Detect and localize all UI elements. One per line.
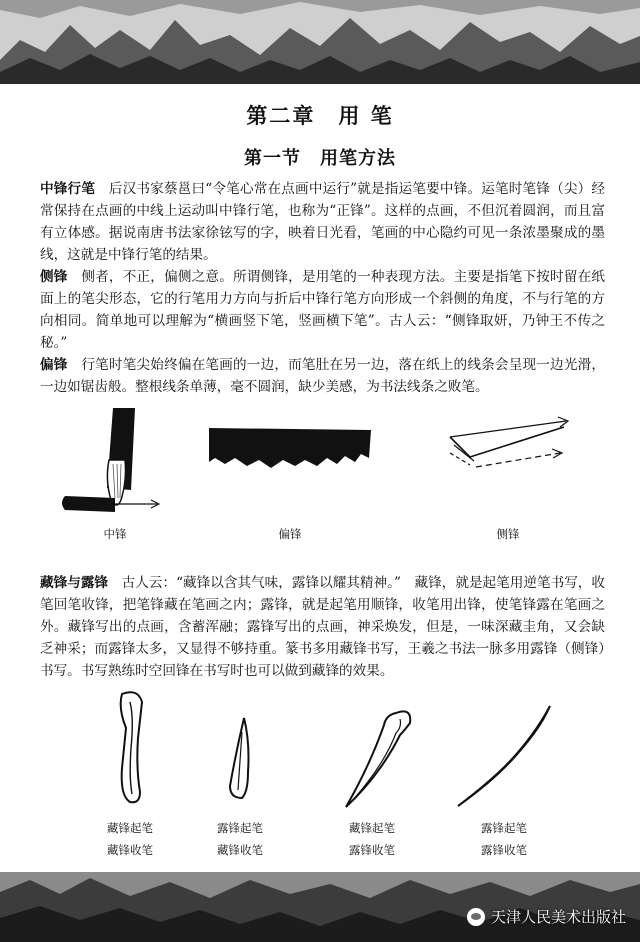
stroke-cangqi-cangshou <box>108 688 158 818</box>
paragraph-zhongfeng <box>40 178 605 266</box>
publisher-watermark <box>467 906 626 927</box>
paragraph-pianfeng <box>40 354 605 398</box>
stroke-louqi-cangshou <box>218 712 258 812</box>
stroke-cangqi-loushou <box>340 705 420 815</box>
caption-stroke3-start: 藏锋起笔 <box>349 821 395 835</box>
text-cangfeng-loufeng: 古人云：“藏锋以含其气味，露锋以耀其精神。” 藏锋，就是起笔用逆笔书写，收笔回笔收锋，把笔锋藏在笔画之内；露锋，就是起笔用顺锋，收笔用出锋，使笔锋露在笔画之外。藏锋写出的点画，含蓄浑融；露锋写出的点画，神采焕发，但是，一味深藏圭角，又会缺乏神采；而露锋太多，又显得不够持重。篆书多用藏锋书写，王羲之书法一脉多用露锋（侧锋）书写。书写熟练时空回锋在书写时也可以做到藏锋的效果。 <box>40 575 605 679</box>
caption-stroke4-end: 露锋收笔 <box>481 843 527 857</box>
text-pianfeng: 行笔时笔尖始终偏在笔画的一边，而笔肚在另一边，落在纸上的线条会呈现一边光滑，一边如锯齿般。整根线条单薄，毫不圆润，缺少美感，为书法线条之败笔。 <box>40 357 606 395</box>
text-zhongfeng: 后汉书家蔡邕曰“令笔心常在点画中运行”就是指运笔要中锋。运笔时笔锋（尖）经常保持在点画的中线上运动叫中锋行笔，也称为“正锋”。这样的点画，不但沉着圆润，而且富有立体感。据说南唐书法家徐铉写的字，映着日光看，笔画的中心隐约可见一条浓墨聚成的墨线，这就是中锋行笔的结果。 <box>40 181 605 263</box>
wechat-icon <box>467 908 485 926</box>
caption-stroke1-end: 藏锋收笔 <box>107 843 153 857</box>
pianfeng-stroke-illustration <box>205 420 375 480</box>
caption-stroke3-end: 露锋收笔 <box>349 843 395 857</box>
top-landscape-banner <box>0 0 640 84</box>
caption-stroke2-start: 露锋起笔 <box>217 821 263 835</box>
body-text-top <box>40 178 605 398</box>
cefeng-stroke-illustration <box>440 405 580 485</box>
term-pianfeng: 偏锋 <box>40 357 68 373</box>
chapter-title: 第二章 用 笔 <box>246 104 394 128</box>
caption-zhongfeng: 中锋 <box>103 527 127 541</box>
caption-stroke1-start: 藏锋起笔 <box>107 821 153 835</box>
zhongfeng-brush-illustration <box>55 400 175 525</box>
text-cefeng: 侧者，不正，偏侧之意。所谓侧锋，是用笔的一种表现方法。主要是指笔下按时留在纸面上的笔尖形态，它的行笔用力方向与折后中锋行笔方向形成一个斜侧的角度，不与行笔的方向相同。简单地可以理解为“横画竖下笔，竖画横下笔”。古人云：“侧锋取妍，乃钟王不传之秘。” <box>40 269 606 351</box>
caption-pianfeng: 偏锋 <box>278 527 302 541</box>
term-zhongfeng: 中锋行笔 <box>40 181 96 197</box>
term-cangfeng-loufeng: 藏锋与露锋 <box>40 575 109 591</box>
paragraph-cangfeng-loufeng <box>40 572 605 682</box>
paragraph-cefeng <box>40 266 605 354</box>
stroke-louqi-loushou <box>450 702 560 812</box>
body-text-bottom <box>40 572 605 682</box>
publisher-name: 天津人民美术出版社 <box>490 908 626 926</box>
term-cefeng: 侧锋 <box>40 269 68 285</box>
section-title: 第一节 用笔方法 <box>244 148 396 169</box>
caption-stroke4-start: 露锋起笔 <box>481 821 527 835</box>
caption-stroke2-end: 藏锋收笔 <box>217 843 263 857</box>
caption-cefeng: 侧锋 <box>496 527 520 541</box>
